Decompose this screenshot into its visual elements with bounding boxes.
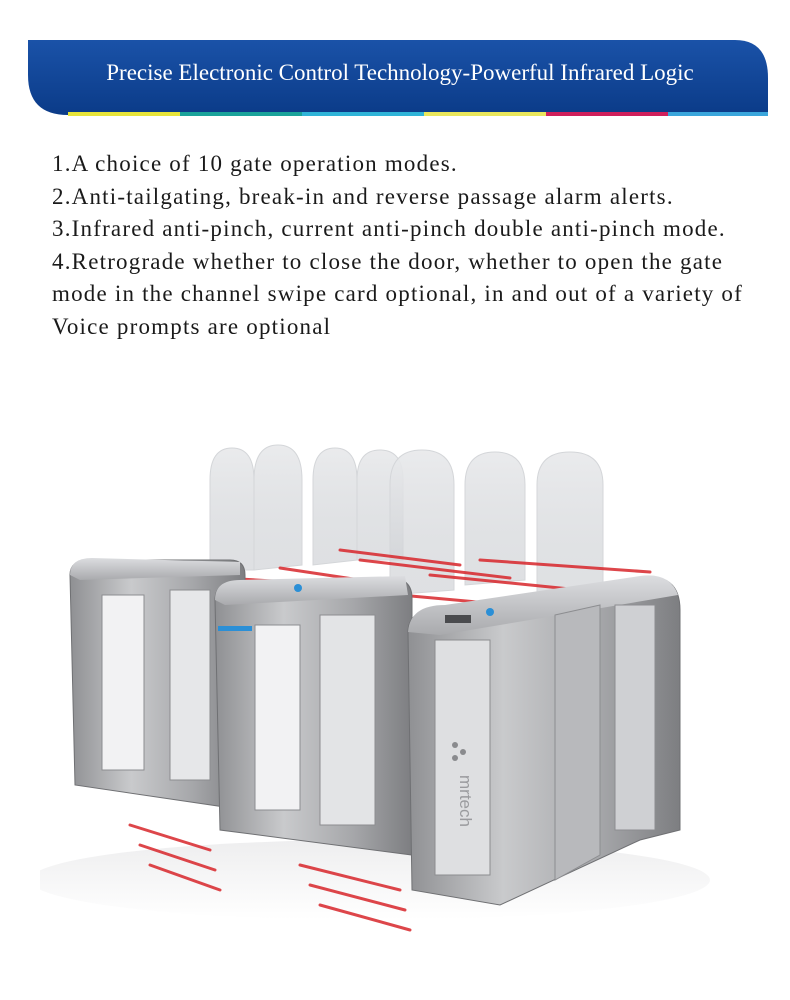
banner-title: Precise Electronic Control Technology-Powerful Infrared Logic xyxy=(106,60,694,85)
turnstile-illustration xyxy=(40,400,760,1000)
product-image xyxy=(40,400,760,1000)
right-cabinet xyxy=(408,575,680,905)
feature-item: 4.Retrograde whether to close the door, whether to open the gate mode in the channel swipe card optional, in and out of a variety of Voice prompts are optional xyxy=(52,248,743,339)
header-banner xyxy=(0,0,790,125)
brand-logo-text: mrtech xyxy=(456,775,475,827)
feature-item: 3.Infrared anti-pinch, current anti-pinch double anti-pinch mode. xyxy=(52,216,726,241)
middle-cabinet xyxy=(215,576,412,855)
feature-list xyxy=(52,148,752,343)
feature-item: 1.A choice of 10 gate operation modes. xyxy=(52,151,458,176)
feature-item: 2.Anti-tailgating, break-in and reverse passage alarm alerts. xyxy=(52,183,674,209)
